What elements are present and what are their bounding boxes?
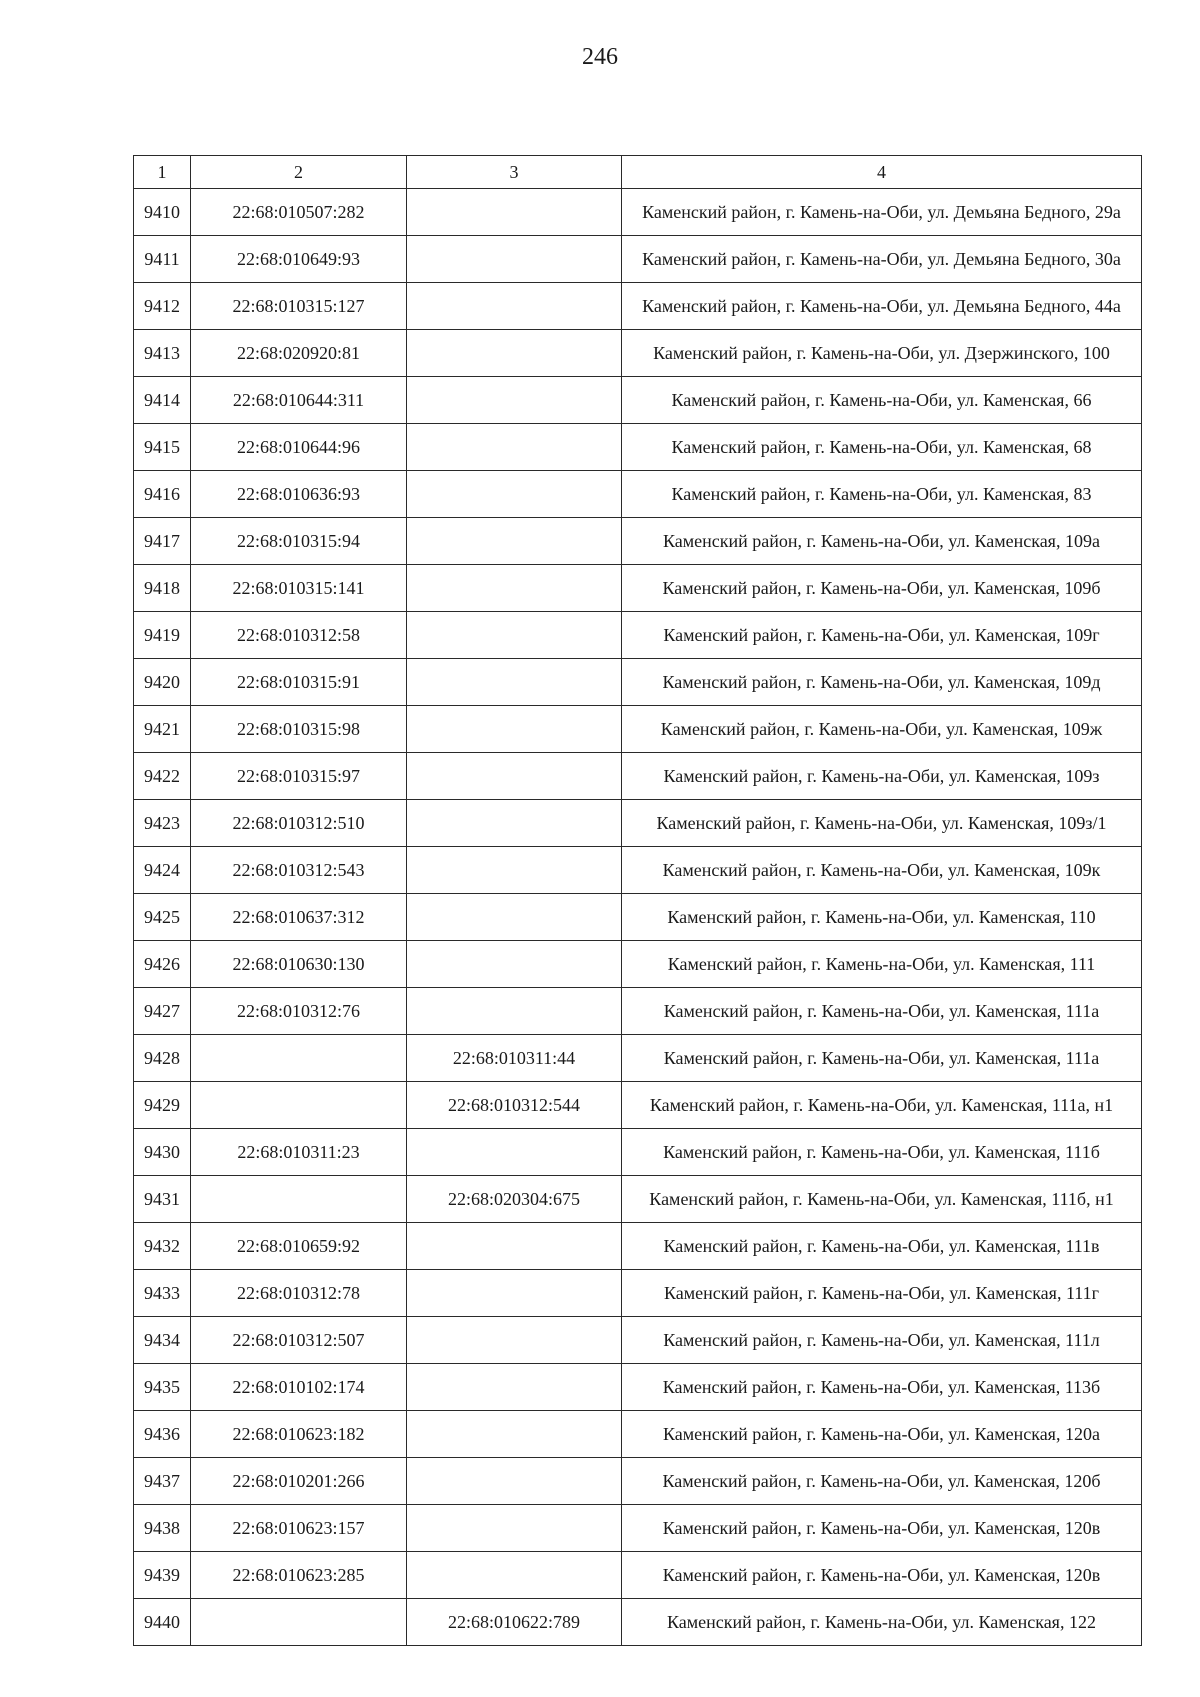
address-cell: Каменский район, г. Камень-на-Оби, ул. Каменская, 109б (622, 565, 1142, 612)
row-number-cell: 9429 (134, 1082, 191, 1129)
address-cell: Каменский район, г. Камень-на-Оби, ул. Каменская, 109д (622, 659, 1142, 706)
table-row (134, 189, 1142, 236)
row-number-cell: 9412 (134, 283, 191, 330)
alt-cadastral-number-cell (407, 612, 622, 659)
address-cell: Каменский район, г. Камень-на-Оби, ул. Каменская, 111а (622, 988, 1142, 1035)
address-cell: Каменский район, г. Камень-на-Оби, ул. Каменская, 111а, н1 (622, 1082, 1142, 1129)
address-cell: Каменский район, г. Камень-на-Оби, ул. Каменская, 113б (622, 1364, 1142, 1411)
cadastral-number-cell: 22:68:010201:266 (191, 1458, 407, 1505)
alt-cadastral-number-cell: 22:68:010622:789 (407, 1599, 622, 1646)
address-cell: Каменский район, г. Камень-на-Оби, ул. Каменская, 120б (622, 1458, 1142, 1505)
address-cell: Каменский район, г. Камень-на-Оби, ул. Каменская, 122 (622, 1599, 1142, 1646)
alt-cadastral-number-cell (407, 330, 622, 377)
cadastral-number-cell: 22:68:010659:92 (191, 1223, 407, 1270)
table-row (134, 659, 1142, 706)
alt-cadastral-number-cell (407, 377, 622, 424)
address-cell: Каменский район, г. Камень-на-Оби, ул. Каменская, 109к (622, 847, 1142, 894)
row-number-cell: 9439 (134, 1552, 191, 1599)
table-row (134, 612, 1142, 659)
registry-table (133, 155, 1142, 1646)
row-number-cell: 9437 (134, 1458, 191, 1505)
alt-cadastral-number-cell (407, 706, 622, 753)
row-number-cell: 9428 (134, 1035, 191, 1082)
cadastral-number-cell: 22:68:010312:507 (191, 1317, 407, 1364)
alt-cadastral-number-cell (407, 518, 622, 565)
row-number-cell: 9419 (134, 612, 191, 659)
table-row (134, 1082, 1142, 1129)
table-row (134, 988, 1142, 1035)
cadastral-number-cell: 22:68:010315:127 (191, 283, 407, 330)
cadastral-number-cell: 22:68:010636:93 (191, 471, 407, 518)
row-number-cell: 9422 (134, 753, 191, 800)
row-number-cell: 9426 (134, 941, 191, 988)
row-number-cell: 9421 (134, 706, 191, 753)
address-cell: Каменский район, г. Камень-на-Оби, ул. Каменская, 111г (622, 1270, 1142, 1317)
cadastral-number-cell: 22:68:010623:285 (191, 1552, 407, 1599)
alt-cadastral-number-cell (407, 988, 622, 1035)
table-row (134, 330, 1142, 377)
address-cell: Каменский район, г. Камень-на-Оби, ул. Каменская, 109ж (622, 706, 1142, 753)
table-row (134, 471, 1142, 518)
table-row (134, 847, 1142, 894)
column-header-1: 1 (134, 156, 191, 189)
table-row (134, 1364, 1142, 1411)
address-cell: Каменский район, г. Камень-на-Оби, ул. Каменская, 110 (622, 894, 1142, 941)
cadastral-number-cell (191, 1035, 407, 1082)
row-number-cell: 9423 (134, 800, 191, 847)
table-row (134, 283, 1142, 330)
cadastral-number-cell (191, 1176, 407, 1223)
alt-cadastral-number-cell (407, 659, 622, 706)
cadastral-number-cell: 22:68:010623:182 (191, 1411, 407, 1458)
cadastral-number-cell: 22:68:010315:141 (191, 565, 407, 612)
address-cell: Каменский район, г. Камень-на-Оби, ул. Каменская, 109г (622, 612, 1142, 659)
alt-cadastral-number-cell (407, 1270, 622, 1317)
cadastral-number-cell: 22:68:010507:282 (191, 189, 407, 236)
cadastral-number-cell: 22:68:010637:312 (191, 894, 407, 941)
row-number-cell: 9418 (134, 565, 191, 612)
table-row (134, 1129, 1142, 1176)
table-row (134, 1599, 1142, 1646)
cadastral-number-cell (191, 1082, 407, 1129)
cadastral-number-cell: 22:68:010315:97 (191, 753, 407, 800)
table-body (134, 189, 1142, 1646)
cadastral-number-cell: 22:68:010315:94 (191, 518, 407, 565)
cadastral-number-cell: 22:68:010312:543 (191, 847, 407, 894)
cadastral-number-cell: 22:68:020920:81 (191, 330, 407, 377)
table-row (134, 1552, 1142, 1599)
alt-cadastral-number-cell (407, 1552, 622, 1599)
column-header-2: 2 (191, 156, 407, 189)
cadastral-number-cell: 22:68:010102:174 (191, 1364, 407, 1411)
address-cell: Каменский район, г. Камень-на-Оби, ул. Демьяна Бедного, 44а (622, 283, 1142, 330)
alt-cadastral-number-cell (407, 800, 622, 847)
address-cell: Каменский район, г. Камень-на-Оби, ул. Каменская, 109а (622, 518, 1142, 565)
table-row (134, 518, 1142, 565)
alt-cadastral-number-cell (407, 753, 622, 800)
table-row (134, 1035, 1142, 1082)
table-row (134, 706, 1142, 753)
cadastral-number-cell: 22:68:010644:311 (191, 377, 407, 424)
cadastral-number-cell: 22:68:010312:58 (191, 612, 407, 659)
address-cell: Каменский район, г. Камень-на-Оби, ул. Каменская, 120а (622, 1411, 1142, 1458)
alt-cadastral-number-cell (407, 471, 622, 518)
page-number: 246 (582, 44, 618, 70)
alt-cadastral-number-cell (407, 1317, 622, 1364)
address-cell: Каменский район, г. Камень-на-Оби, ул. Каменская, 109з/1 (622, 800, 1142, 847)
cadastral-number-cell: 22:68:010312:510 (191, 800, 407, 847)
row-number-cell: 9413 (134, 330, 191, 377)
row-number-cell: 9411 (134, 236, 191, 283)
address-cell: Каменский район, г. Камень-на-Оби, ул. Каменская, 120в (622, 1552, 1142, 1599)
alt-cadastral-number-cell (407, 1458, 622, 1505)
row-number-cell: 9440 (134, 1599, 191, 1646)
address-cell: Каменский район, г. Камень-на-Оби, ул. Демьяна Бедного, 30а (622, 236, 1142, 283)
alt-cadastral-number-cell (407, 1223, 622, 1270)
cadastral-number-cell: 22:68:010315:91 (191, 659, 407, 706)
cadastral-number-cell: 22:68:010311:23 (191, 1129, 407, 1176)
cadastral-number-cell: 22:68:010644:96 (191, 424, 407, 471)
alt-cadastral-number-cell: 22:68:010312:544 (407, 1082, 622, 1129)
row-number-cell: 9425 (134, 894, 191, 941)
row-number-cell: 9432 (134, 1223, 191, 1270)
header-row (134, 156, 1142, 189)
alt-cadastral-number-cell (407, 1129, 622, 1176)
address-cell: Каменский район, г. Камень-на-Оби, ул. Дзержинского, 100 (622, 330, 1142, 377)
address-cell: Каменский район, г. Камень-на-Оби, ул. Каменская, 111 (622, 941, 1142, 988)
address-cell: Каменский район, г. Камень-на-Оби, ул. Каменская, 68 (622, 424, 1142, 471)
row-number-cell: 9433 (134, 1270, 191, 1317)
table-row (134, 565, 1142, 612)
table-row (134, 1458, 1142, 1505)
row-number-cell: 9415 (134, 424, 191, 471)
address-cell: Каменский район, г. Камень-на-Оби, ул. Каменская, 83 (622, 471, 1142, 518)
cadastral-number-cell: 22:68:010315:98 (191, 706, 407, 753)
cadastral-number-cell (191, 1599, 407, 1646)
cadastral-number-cell: 22:68:010623:157 (191, 1505, 407, 1552)
alt-cadastral-number-cell (407, 1364, 622, 1411)
row-number-cell: 9436 (134, 1411, 191, 1458)
alt-cadastral-number-cell: 22:68:020304:675 (407, 1176, 622, 1223)
alt-cadastral-number-cell (407, 565, 622, 612)
alt-cadastral-number-cell (407, 236, 622, 283)
row-number-cell: 9434 (134, 1317, 191, 1364)
alt-cadastral-number-cell (407, 283, 622, 330)
row-number-cell: 9424 (134, 847, 191, 894)
address-cell: Каменский район, г. Камень-на-Оби, ул. Каменская, 109з (622, 753, 1142, 800)
table-row (134, 800, 1142, 847)
alt-cadastral-number-cell: 22:68:010311:44 (407, 1035, 622, 1082)
alt-cadastral-number-cell (407, 847, 622, 894)
row-number-cell: 9430 (134, 1129, 191, 1176)
table-row (134, 1270, 1142, 1317)
row-number-cell: 9427 (134, 988, 191, 1035)
alt-cadastral-number-cell (407, 189, 622, 236)
table-row (134, 236, 1142, 283)
alt-cadastral-number-cell (407, 1411, 622, 1458)
row-number-cell: 9414 (134, 377, 191, 424)
table-row (134, 1411, 1142, 1458)
address-cell: Каменский район, г. Камень-на-Оби, ул. Каменская, 111б (622, 1129, 1142, 1176)
alt-cadastral-number-cell (407, 424, 622, 471)
alt-cadastral-number-cell (407, 894, 622, 941)
alt-cadastral-number-cell (407, 1505, 622, 1552)
table-row (134, 424, 1142, 471)
address-cell: Каменский район, г. Камень-на-Оби, ул. Каменская, 111б, н1 (622, 1176, 1142, 1223)
address-cell: Каменский район, г. Камень-на-Оби, ул. Каменская, 111л (622, 1317, 1142, 1364)
address-cell: Каменский район, г. Камень-на-Оби, ул. Каменская, 66 (622, 377, 1142, 424)
cadastral-number-cell: 22:68:010649:93 (191, 236, 407, 283)
table-row (134, 377, 1142, 424)
row-number-cell: 9438 (134, 1505, 191, 1552)
address-cell: Каменский район, г. Камень-на-Оби, ул. Каменская, 111а (622, 1035, 1142, 1082)
table-row (134, 1505, 1142, 1552)
row-number-cell: 9410 (134, 189, 191, 236)
column-header-4: 4 (622, 156, 1142, 189)
table-row (134, 1176, 1142, 1223)
alt-cadastral-number-cell (407, 941, 622, 988)
cadastral-number-cell: 22:68:010312:78 (191, 1270, 407, 1317)
table-row (134, 1223, 1142, 1270)
row-number-cell: 9420 (134, 659, 191, 706)
cadastral-number-cell: 22:68:010630:130 (191, 941, 407, 988)
address-cell: Каменский район, г. Камень-на-Оби, ул. Каменская, 120в (622, 1505, 1142, 1552)
row-number-cell: 9431 (134, 1176, 191, 1223)
row-number-cell: 9435 (134, 1364, 191, 1411)
table-row (134, 753, 1142, 800)
table-row (134, 894, 1142, 941)
table-row (134, 941, 1142, 988)
address-cell: Каменский район, г. Камень-на-Оби, ул. Каменская, 111в (622, 1223, 1142, 1270)
cadastral-number-cell: 22:68:010312:76 (191, 988, 407, 1035)
row-number-cell: 9416 (134, 471, 191, 518)
table-row (134, 1317, 1142, 1364)
column-header-3: 3 (407, 156, 622, 189)
address-cell: Каменский район, г. Камень-на-Оби, ул. Демьяна Бедного, 29а (622, 189, 1142, 236)
row-number-cell: 9417 (134, 518, 191, 565)
